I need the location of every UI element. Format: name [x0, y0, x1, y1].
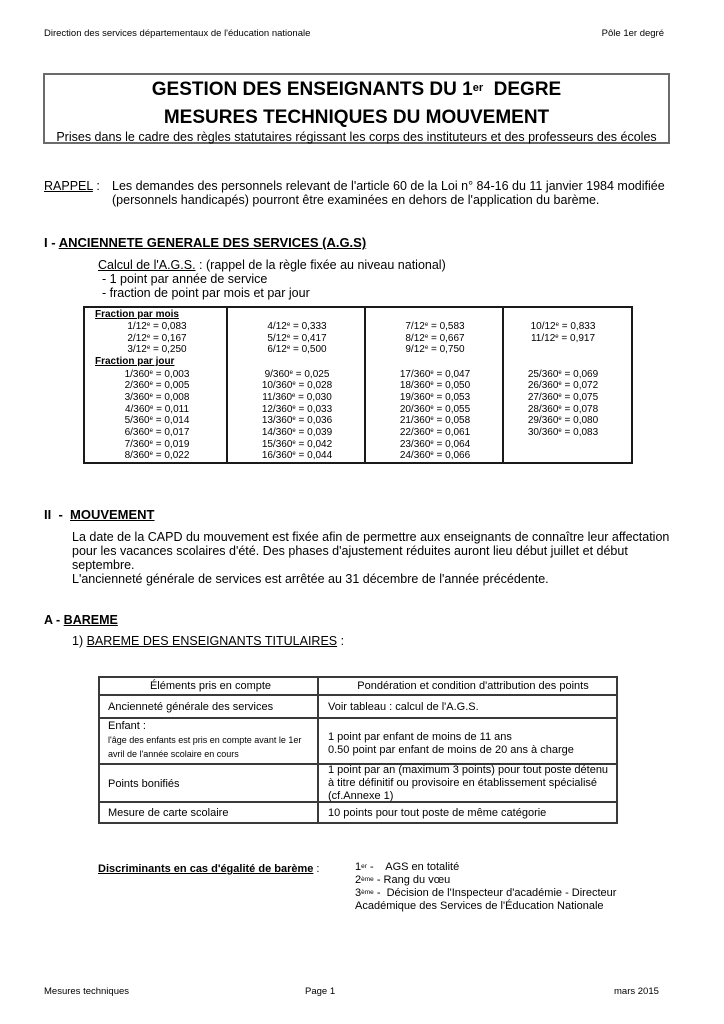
bareme-sub-title: BAREME DES ENSEIGNANTS TITULAIRES [86, 634, 338, 648]
mouvement-para-2: L'ancienneté générale de services est arrêtée au 31 décembre de l'année précédente. [72, 572, 549, 586]
day-fraction-cell: $6/360^e = 0,017$ [124, 427, 190, 438]
day-fraction-cell: $30/360^e = 0,083$ [527, 427, 599, 438]
month-fraction-cell: $7/12^e = 0,583$ [405, 321, 465, 332]
bareme-row-enfant-element [108, 719, 313, 761]
day-fraction-cell: $20/360^e = 0,055$ [399, 403, 471, 415]
bareme-sub-prefix: 1) [72, 634, 87, 648]
discriminants-label-text: Discriminants en cas d'égalité de barème [98, 863, 314, 875]
bareme-column-divider [317, 678, 319, 822]
bareme-sub-suffix: : [337, 634, 345, 648]
day-fraction-cell: $23/360^e = 0,064$ [399, 438, 471, 450]
discriminant-1-num: 1 [355, 861, 362, 873]
bareme-row-carte [100, 803, 616, 824]
bareme-enfant-point-1: 1 point par enfant de moins de 11 ans [328, 731, 512, 743]
title-line-1-text: GESTION DES ENSEIGNANTS DU 1 [151, 79, 473, 100]
day-fraction-cell: $7/360^e = 0,019$ [124, 438, 190, 450]
month-fraction-cell: $3/12^e = 0,250$ [127, 344, 187, 356]
bareme-row-ags-points: Voir tableau : calcul de l'A.G.S. [328, 701, 479, 713]
day-fraction-cell: $4/360^e = 0,011$ [124, 403, 190, 415]
bareme-row-carte-element: Mesure de carte scolaire [108, 807, 229, 819]
day-fraction-cell: $17/360^e = 0,047$ [399, 368, 471, 380]
ags-point-2: - fraction de point par mois et par jour [102, 286, 310, 300]
title-line-1-end: DEGRE [483, 79, 562, 100]
discriminant-3-sup: ème [361, 889, 374, 896]
discriminant-item-2 [355, 874, 616, 887]
day-fraction-cell: $8/360^e = 0,022$ [124, 450, 190, 462]
header-right: Pôle 1er degré [601, 28, 664, 39]
title-line-2: MESURES TECHNIQUES DU MOUVEMENT [163, 107, 550, 128]
bareme-row-bonifies-points [328, 764, 618, 803]
section-a-title: BAREME [63, 613, 118, 627]
month-fraction-cell: $2/12^e = 0,167$ [127, 332, 187, 344]
rappel-text: Les demandes des personnels relevant de l'article 60 de la Loi n° 84-16 du 11 janvier 1984 modifiée (personnels handicapés) pourront être examinées en dehors de l'application du barème. [112, 179, 665, 207]
month-fraction-cell: $6/12^e = 0,500$ [267, 344, 327, 356]
fraction-month-header: Fraction par mois [95, 309, 179, 320]
bareme-subheading [72, 634, 344, 648]
footer-date: mars 2015 [614, 986, 659, 997]
day-fraction-cell: $11/360^e = 0,030$ [262, 391, 332, 403]
discriminant-item-1 [355, 861, 616, 874]
section-1-heading [44, 235, 366, 250]
month-fraction-cell: $5/12^e = 0,417$ [267, 332, 327, 344]
discriminant-continuation: Académique des Services de l'Éducation Nationale [355, 900, 604, 912]
month-fraction-cell: $1/12^e = 0,083$ [127, 321, 187, 332]
mouvement-para-1: La date de la CAPD du mouvement est fixée afin de permettre aux enseignants de connaître leur affectation pour les vacances scolaires d'été. Des phases d'ajustement réduites auront lieu début juillet et début septembre. [72, 530, 670, 572]
day-fraction-cell: $29/360^e = 0,080$ [527, 415, 599, 427]
discriminants-list [355, 861, 616, 913]
day-fraction-cell: $27/360^e = 0,075$ [527, 391, 599, 403]
day-fraction-cell: $25/360^e = 0,069$ [527, 368, 599, 380]
bareme-enfant-point-2: 0.50 point par enfant de moins de 20 ans à charge [328, 744, 574, 756]
day-fraction-cell: $5/360^e = 0,014$ [124, 415, 190, 427]
bareme-enfant-note: l'âge des enfants est pris en compte avant le 1er avril de l'année scolaire en cours [108, 735, 302, 759]
day-fraction-cell: $3/360^e = 0,008$ [124, 391, 190, 403]
month-fraction-cell: $4/12^e = 0,333$ [267, 321, 327, 332]
day-fraction-cell: $9/360^e = 0,025$ [264, 368, 330, 380]
ags-calc-rest: : (rappel de la règle fixée au niveau national) [195, 258, 446, 272]
day-fraction-cell: $21/360^e = 0,058$ [399, 415, 471, 427]
bareme-row-enfant [100, 719, 616, 765]
bareme-header-ponderation: Pondération et condition d'attribution des points [357, 680, 589, 692]
day-fraction-cell: $16/360^e = 0,044$ [261, 450, 333, 462]
day-fraction-cell: $2/360^e = 0,005$ [124, 380, 190, 392]
title-line-3: Prises dans le cadre des règles statutaires régissant les corps des instituteurs et des professeurs des écoles [56, 130, 657, 144]
rappel-colon: : [92, 179, 100, 193]
day-fraction-cell: $19/360^e = 0,053$ [399, 391, 471, 403]
month-fraction-cell: $11/12^e = 0,917$ [530, 332, 596, 344]
bareme-bonifies-line-1: 1 point par an (maximum 3 points) pour tout poste détenu [328, 764, 609, 776]
title-superscript: er [472, 82, 484, 94]
ags-point-1: - 1 point par année de service [102, 272, 268, 286]
header-left: Direction des services départementaux de l'éducation nationale [44, 28, 311, 39]
day-fraction-cell: $10/360^e = 0,028$ [261, 380, 333, 392]
section-a-heading [44, 613, 118, 627]
day-fraction-cell: $15/360^e = 0,042$ [261, 438, 333, 450]
discriminant-item-3 [355, 887, 616, 900]
bareme-bonifies-line-3: (cf.Annexe 1) [328, 790, 394, 802]
day-fraction-cell: $1/360^e = 0,003$ [124, 368, 190, 380]
footer-left: Mesures techniques [44, 986, 130, 997]
day-fraction-cell: $28/360^e = 0,078$ [527, 403, 599, 415]
day-fraction-cell: $12/360^e = 0,033$ [261, 403, 333, 415]
section-1-title: ANCIENNETE GENERALE DES SERVICES (A.G.S) [58, 235, 367, 250]
fraction-table [83, 306, 633, 464]
footer-page: Page 1 [305, 986, 336, 997]
discriminants-label [98, 863, 320, 875]
section-a-prefix: A - [44, 613, 64, 627]
bareme-row-carte-points: 10 points pour tout poste de même catégorie [328, 807, 547, 819]
bareme-enfant-label: Enfant : [108, 720, 146, 732]
month-fraction-cell: $10/12^e = 0,833$ [530, 321, 596, 332]
mouvement-text [72, 530, 692, 586]
fraction-day-header: Fraction par jour [95, 356, 175, 367]
discriminant-1-sup: er [361, 863, 367, 870]
day-fraction-cell: $22/360^e = 0,061$ [399, 427, 471, 438]
month-fraction-cell: $8/12^e = 0,667$ [405, 332, 465, 344]
day-fraction-cell: $14/360^e = 0,039$ [261, 427, 333, 438]
rappel-label [44, 179, 100, 193]
rappel-label-text: RAPPEL [44, 179, 93, 193]
bareme-row-bonifies-element: Points bonifiés [108, 778, 180, 790]
day-fraction-cell: $26/360^e = 0,072$ [527, 380, 599, 392]
section-2-title: MOUVEMENT [70, 507, 155, 522]
bareme-row-enfant-points [328, 731, 618, 757]
discriminants-colon: : [313, 863, 320, 875]
day-fraction-cell: $24/360^e = 0,066$ [399, 450, 471, 462]
day-fraction-cell: $18/360^e = 0,050$ [399, 380, 471, 392]
discriminant-3-num: 3 [355, 887, 362, 899]
discriminant-2-text: - Rang du vœu [373, 874, 451, 886]
day-fraction-cell: $13/360^e = 0,036$ [261, 415, 333, 427]
bareme-row-ags [100, 696, 616, 719]
month-fraction-cell: $9/12^e = 0,750$ [405, 344, 465, 356]
section-1-number: I - [44, 235, 59, 250]
section-2-heading [44, 507, 155, 522]
section-2-number: II - [44, 507, 70, 522]
discriminant-3-text: - Décision de l'Inspecteur d'académie - Directeur [373, 887, 617, 899]
bareme-row-bonifies [100, 765, 616, 803]
bareme-table [98, 676, 618, 824]
discriminant-2-num: 2 [355, 874, 362, 886]
bareme-bonifies-line-2: à titre définitif ou provisoire en établissement spécialisé [328, 777, 598, 789]
bareme-row-ags-element: Ancienneté générale des services [108, 701, 274, 713]
discriminant-1-text: - AGS en totalité [366, 861, 460, 873]
discriminant-2-sup: ème [361, 876, 374, 883]
bareme-header-elements: Éléments pris en compte [149, 680, 272, 692]
title-box [43, 73, 670, 144]
ags-calc-line [98, 258, 446, 272]
title-line-1 [45, 78, 668, 102]
bareme-header-row [100, 678, 616, 696]
ags-calc-label: Calcul de l'A.G.S. [98, 258, 196, 272]
